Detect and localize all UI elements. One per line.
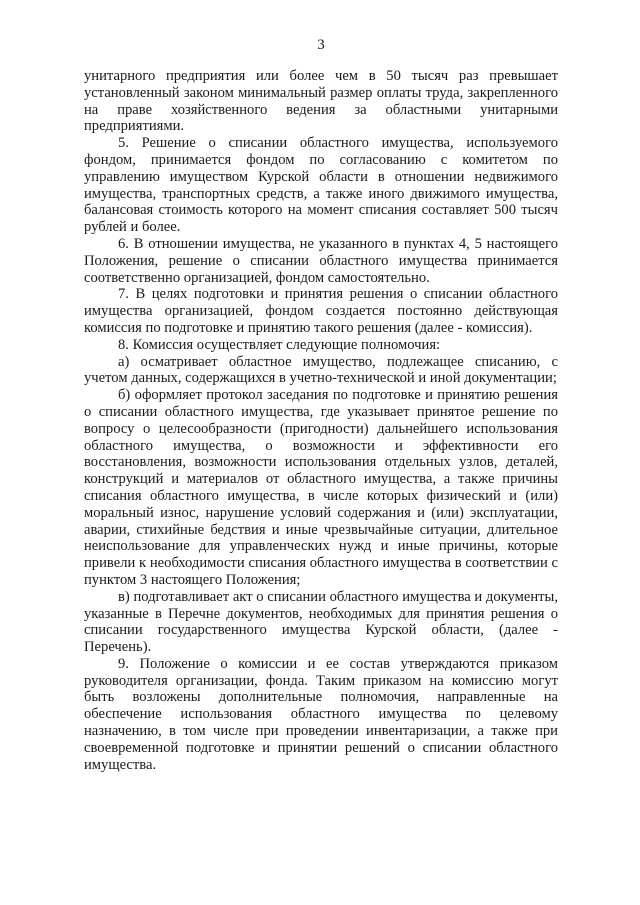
paragraph-9: 9. Положение о комиссии и ее состав утверждаются приказом руководителя организации, фонда. Таким приказом на комиссию могут быть возложены дополнительные полномочия, направленные на обеспечение использования областного имущества по целевому назначению, в том числе при проведении инвентаризации, а также при своевременной подготовке и принятии решений о списании областного имущества. xyxy=(84,655,558,773)
paragraph-6: 6. В отношении имущества, не указанного в пунктах 4, 5 настоящего Положения, решение о списании областного имущества принимается соответственно организацией, фондом самостоятельно. xyxy=(84,235,558,286)
page-number: 3 xyxy=(317,37,325,53)
paragraph-8-b: б) оформляет протокол заседания по подготовке и принятию решения о списании областного имущества, где указывает принятое решение по вопросу о целесообразности (пригодности) дальнейшего использования областного имущества, о возможности и эффективности его восстановления, возможности использования отдельных узлов, деталей, конструкций и материалов от областного имущества, а также причины списания областного имущества, в числе которых физический и (или) моральный износ, нарушение условий содержания и (или) эксплуатации, аварии, стихийные бедствия и иные чрезвычайные ситуации, длительное неиспользование для управленческих нужд и иные причины, которые привели к необходимости списания областного имущества в соответствии с пунктом 3 настоящего Положения; xyxy=(84,387,558,588)
paragraph-7: 7. В целях подготовки и принятия решения о списании областного имущества организацией, фондом создается постоянно действующая комиссия по подготовке и принятию такого решения (далее - комиссия). xyxy=(84,286,558,336)
paragraph-8: 8. Комиссия осуществляет следующие полномочия: xyxy=(118,336,441,353)
paragraph-8-a: а) осматривает областное имущество, подлежащее списанию, с учетом данных, содержащихся в учетно-технической и иной документации; xyxy=(84,353,558,387)
paragraph-5: 5. Решение о списании областного имущества, используемого фондом, принимается фондом по согласованию с комитетом по управлению имуществом Курской области в отношении недвижимого имущества, транспортных средств, а также иного движимого имущества, балансовая стоимость которого на момент списания составляет 500 тысяч рублей и более. xyxy=(84,135,558,236)
paragraph-8-v: в) подготавливает акт о списании областного имущества и документы, указанные в Перечне документов, необходимых для принятия решения о списании государственного имущества Курской области, (далее - Перечень). xyxy=(84,588,558,656)
paragraph-continuation: унитарного предприятия или более чем в 50 тысяч раз превышает установленный законом минимальный размер оплаты труда, закрепленного на праве хозяйственного ведения за областными унитарными предприятиями. xyxy=(84,68,558,135)
